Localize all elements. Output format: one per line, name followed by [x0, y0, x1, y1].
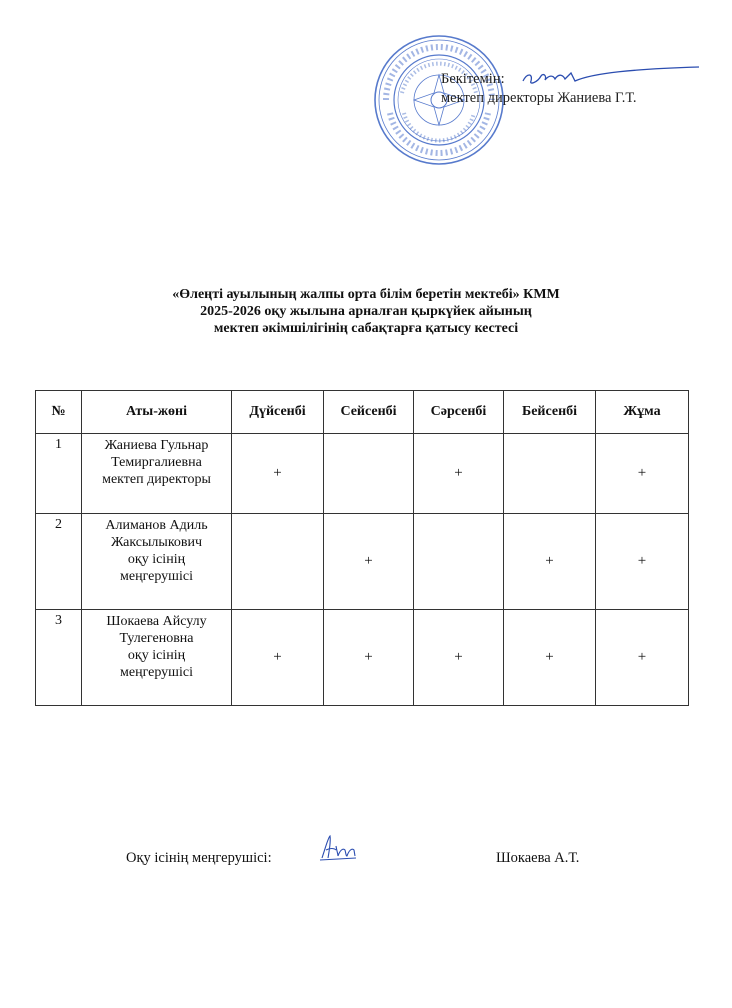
- row-number: 3: [36, 610, 82, 706]
- document-title: [0, 286, 732, 337]
- attendance-mark: [414, 514, 504, 610]
- attendance-table: [35, 390, 689, 706]
- attendance-mark: +: [232, 434, 324, 514]
- name-line: оқу ісінің: [127, 648, 186, 663]
- col-header-tuesday: Сейсенбі: [324, 391, 414, 434]
- attendance-mark: [324, 434, 414, 514]
- attendance-mark: +: [596, 434, 689, 514]
- table-row: [36, 610, 689, 706]
- attendance-mark: +: [596, 514, 689, 610]
- head-teacher-signature: [316, 832, 360, 864]
- person-name: [82, 610, 232, 706]
- name-line: Жаксылыкович: [110, 535, 203, 550]
- approval-line: мектеп директоры Жаниева Г.Т.: [441, 90, 637, 106]
- col-header-monday: Дүйсенбі: [232, 391, 324, 434]
- name-line: меңгерушісі: [120, 569, 193, 584]
- footer-role: Оқу ісінің меңгерушісі:: [126, 850, 272, 866]
- title-line-1: «Өлеңті ауылының жалпы орта білім беретін мектебі» КММ: [172, 287, 560, 302]
- col-header-thursday: Бейсенбі: [504, 391, 596, 434]
- name-line: Шокаева Айсулу: [106, 614, 207, 629]
- row-number: 1: [36, 434, 82, 514]
- footer-name: Шокаева А.Т.: [496, 850, 580, 866]
- col-header-friday: Жұма: [596, 391, 689, 434]
- attendance-mark: +: [504, 610, 596, 706]
- table-header-row: [36, 391, 689, 434]
- name-line: Алиманов Адиль: [105, 518, 208, 533]
- attendance-mark: [232, 514, 324, 610]
- table-row: [36, 514, 689, 610]
- person-name: [82, 434, 232, 514]
- col-header-number: №: [36, 391, 82, 434]
- attendance-mark: +: [414, 610, 504, 706]
- col-header-wednesday: Сәрсенбі: [414, 391, 504, 434]
- table-row: [36, 434, 689, 514]
- attendance-mark: [504, 434, 596, 514]
- attendance-mark: +: [414, 434, 504, 514]
- approval-block: [441, 70, 636, 108]
- attendance-mark: +: [596, 610, 689, 706]
- row-number: 2: [36, 514, 82, 610]
- name-line: Темиргалиевна: [111, 455, 202, 470]
- title-line-2: 2025-2026 оқу жылына арналған қыркүйек айының: [200, 304, 532, 319]
- name-line: мектеп директоры: [102, 472, 211, 487]
- col-header-name: Аты-жөні: [82, 391, 232, 434]
- title-line-3: мектеп әкімшілігінің сабақтарға қатысу кестесі: [213, 321, 519, 336]
- name-line: меңгерушісі: [120, 665, 193, 680]
- attendance-mark: +: [232, 610, 324, 706]
- name-line: Жаниева Гульнар: [104, 438, 209, 453]
- name-line: оқу ісінің: [127, 552, 186, 567]
- approval-label: Бекітемін:: [441, 71, 505, 87]
- director-signature: [513, 63, 703, 89]
- attendance-mark: +: [324, 514, 414, 610]
- person-name: [82, 514, 232, 610]
- name-line: Тулегеновна: [119, 631, 194, 646]
- attendance-mark: +: [504, 514, 596, 610]
- attendance-mark: +: [324, 610, 414, 706]
